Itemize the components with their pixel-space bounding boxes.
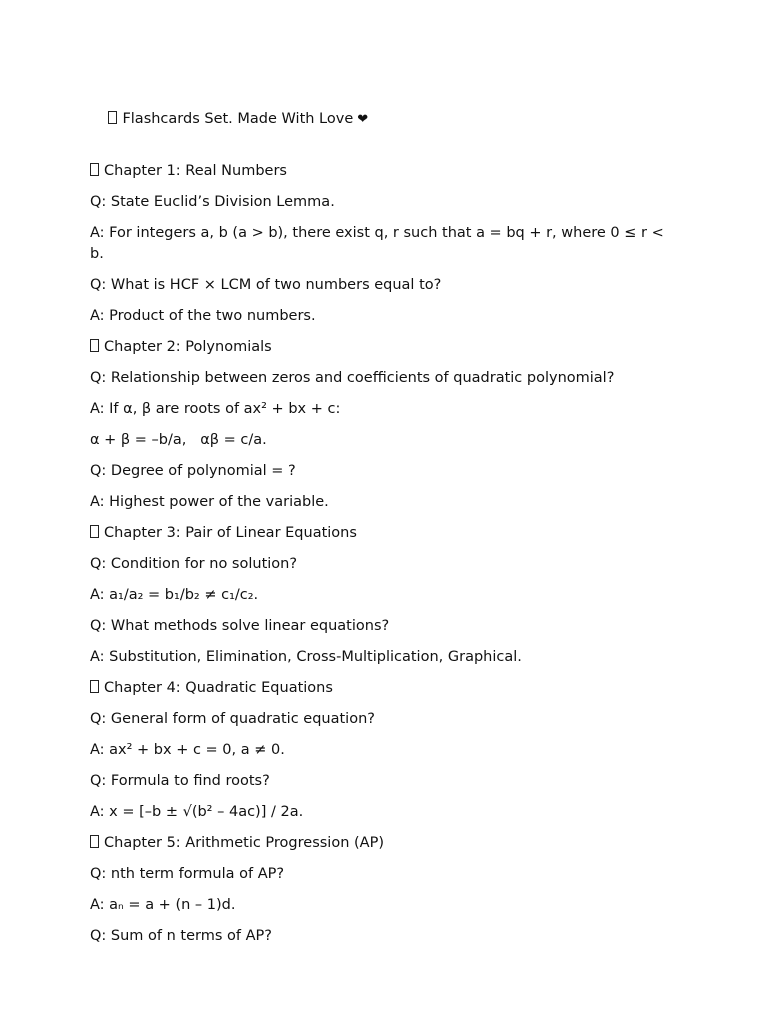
flashcard-text: Q: What is HCF × LCM of two numbers equal to? — [90, 277, 442, 293]
flashcard-line — [90, 647, 680, 668]
flashcard-text: A: Highest power of the variable. — [90, 494, 329, 510]
box-glyph-icon — [90, 163, 99, 176]
box-glyph-icon — [90, 680, 99, 693]
chapter-heading — [90, 337, 680, 358]
document-title — [90, 88, 680, 151]
flashcard-line — [90, 709, 680, 730]
flashcard-line — [90, 368, 680, 389]
box-glyph-icon — [90, 525, 99, 538]
flashcard-text: Q: What methods solve linear equations? — [90, 618, 390, 634]
flashcard-line — [90, 430, 680, 451]
flashcard-text: α + β = –b/a, αβ = c/a. — [90, 432, 267, 448]
flashcard-text: Q: General form of quadratic equation? — [90, 711, 375, 727]
flashcard-text: Q: Formula to find roots? — [90, 773, 270, 789]
flashcard-line — [90, 492, 680, 513]
flashcard-line — [90, 461, 680, 482]
flashcard-text: Q: Condition for no solution? — [90, 556, 298, 572]
box-glyph-icon — [108, 111, 117, 124]
flashcard-text: Q: Degree of polynomial = ? — [90, 463, 296, 479]
chapter-heading — [90, 161, 680, 182]
flashcard-line — [90, 554, 680, 575]
box-glyph-icon — [90, 339, 99, 352]
flashcard-line — [90, 926, 680, 947]
flashcard-text: Q: Relationship between zeros and coefficients of quadratic polynomial? — [90, 370, 615, 386]
flashcard-text: Q: Sum of n terms of AP? — [90, 928, 272, 944]
heart-icon: ❤ — [357, 112, 369, 127]
flashcard-text: A: Product of the two numbers. — [90, 308, 316, 324]
flashcard-line — [90, 223, 680, 265]
flashcard-line — [90, 895, 680, 916]
flashcard-line — [90, 616, 680, 637]
flashcard-line — [90, 585, 680, 606]
flashcard-line — [90, 740, 680, 761]
flashcard-text: A: a₁/a₂ = b₁/b₂ ≠ c₁/c₂. — [90, 587, 259, 603]
flashcard-line — [90, 802, 680, 823]
flashcard-text: Q: State Euclid’s Division Lemma. — [90, 194, 335, 210]
flashcard-text: A: x = [–b ± √(b² – 4ac)] / 2a. — [90, 804, 304, 820]
flashcard-line — [90, 275, 680, 296]
flashcard-text: A: If α, β are roots of ax² + bx + c: — [90, 401, 341, 417]
flashcard-lines — [90, 161, 680, 947]
flashcards-document — [90, 88, 680, 957]
flashcard-line — [90, 864, 680, 885]
chapter-heading-text: Chapter 5: Arithmetic Progression (AP) — [104, 835, 384, 851]
flashcard-line — [90, 399, 680, 420]
chapter-heading — [90, 678, 680, 699]
flashcard-text: A: ax² + bx + c = 0, a ≠ 0. — [90, 742, 285, 758]
box-glyph-icon — [90, 835, 99, 848]
flashcard-text: A: aₙ = a + (n – 1)d. — [90, 897, 236, 913]
flashcard-line — [90, 771, 680, 792]
flashcard-text: A: For integers a, b (a > b), there exist q, r such that a = bq + r, where 0 ≤ r < b. — [90, 225, 669, 262]
flashcard-line — [90, 192, 680, 213]
chapter-heading-text: Chapter 1: Real Numbers — [104, 163, 287, 179]
chapter-heading-text: Chapter 2: Polynomials — [104, 339, 272, 355]
flashcard-line — [90, 306, 680, 327]
chapter-heading-text: Chapter 4: Quadratic Equations — [104, 680, 333, 696]
flashcard-text: A: Substitution, Elimination, Cross-Multiplication, Graphical. — [90, 649, 522, 665]
chapter-heading — [90, 523, 680, 544]
flashcard-text: Q: nth term formula of AP? — [90, 866, 285, 882]
document-title-text: Flashcards Set. Made With Love — [122, 111, 354, 127]
chapter-heading-text: Chapter 3: Pair of Linear Equations — [104, 525, 357, 541]
chapter-heading — [90, 833, 680, 854]
